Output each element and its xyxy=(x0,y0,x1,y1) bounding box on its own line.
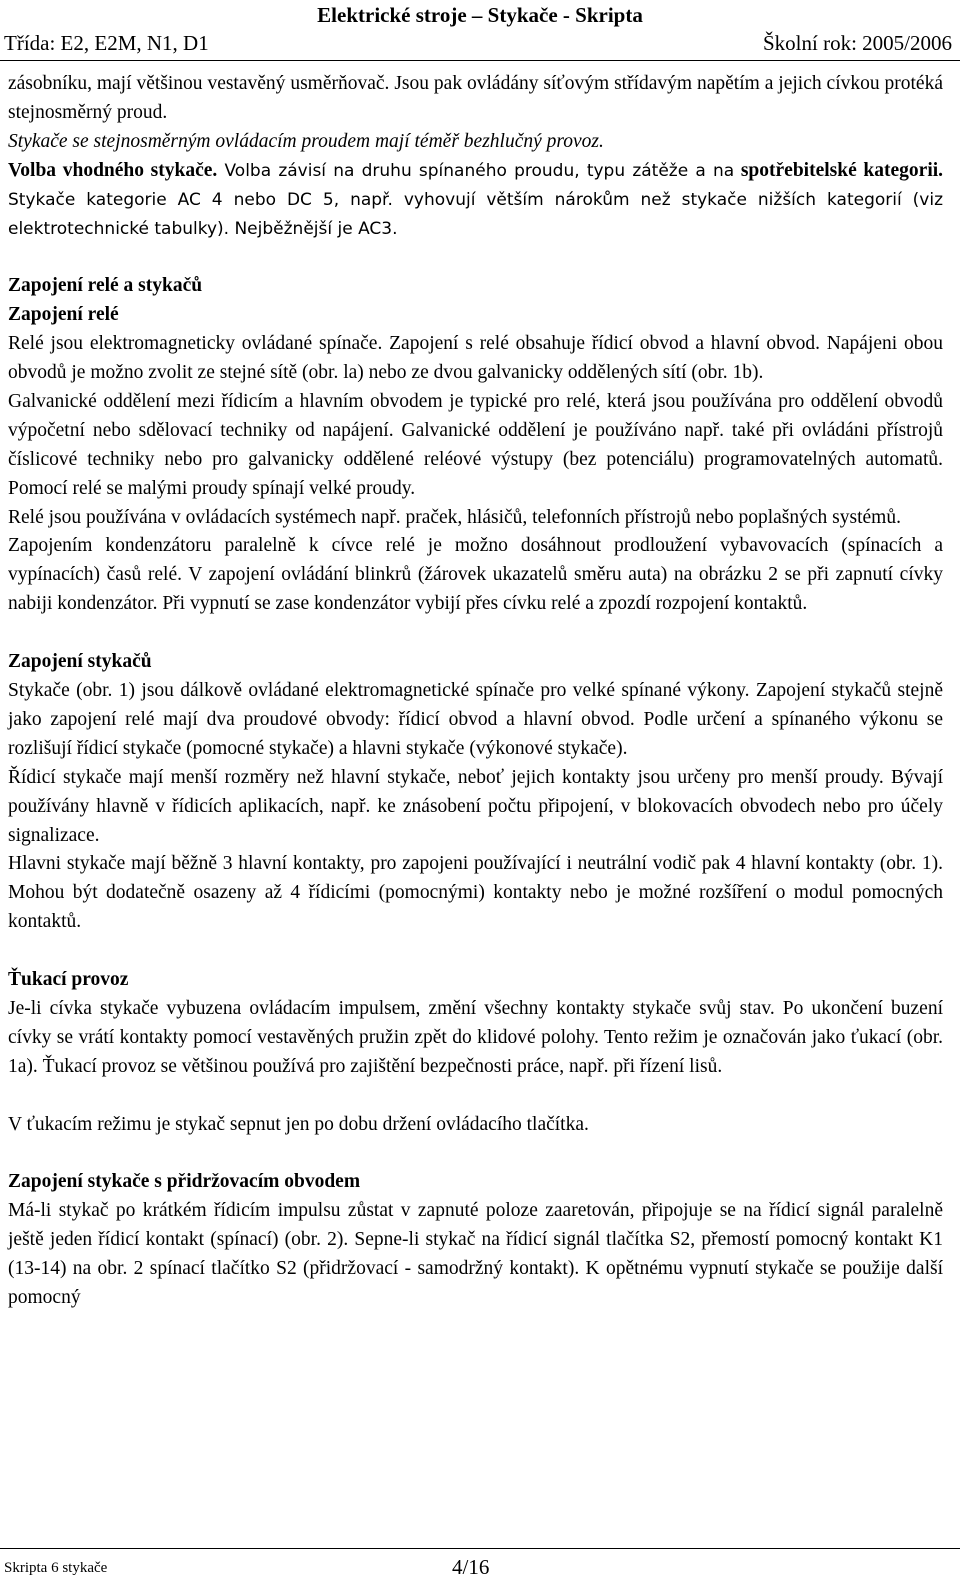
tapping-paragraph-1: Je-li cívka stykače vybuzena ovládacím impulsem, změní všechny kontakty stykače svůj stav. Po ukončení buzení cívky se vrátí kontakty pomocí vestavěných pružin zpět do klidové polohy. Tento režim je označován jako ťukací (obr. 1a). Ťukací provoz se většinou používá pro zajištění bezpečnosti práce, např. při řízení lisů. xyxy=(8,997,943,1077)
relays-paragraph-4: Zapojením kondenzátoru paralelně k cívce relé je možno dosáhnout prodloužení vybavovacích (spínacích a vypínacích) časů relé. V zapojení ovládání blinkrů (žárovek ukazatelů směru auta) na obrázku 2 se při zapnutí cívky nabiji kondenzátor. Při vypnutí se zase kondenzátor vybijí přes cívku relé a zpozdí rozpojení kontaktů. xyxy=(8,535,943,615)
contactors-paragraph-3: Hlavni stykače mají běžně 3 hlavní kontakty, pro zapojeni používající i neutrální vodič pak 4 hlavní kontakty (obr. 1). Mohou být dodatečně osazeny až 4 řídicími (pomocnými) kontakty nebo je možné rozšíření o modul pomocných kontaktů. xyxy=(8,853,943,933)
section-heading-contactors: Zapojení stykačů xyxy=(8,651,152,673)
section-heading-holding-circuit: Zapojení stykače s přidržovacím obvodem xyxy=(8,1171,361,1193)
page-body xyxy=(8,70,943,1313)
tapping-paragraph-2: V ťukacím režimu je stykač sepnut jen po dobu držení ovládacího tlačítka. xyxy=(8,1113,589,1135)
page-footer xyxy=(0,1548,960,1589)
page-header xyxy=(0,0,960,61)
contactor-choice-text-1: Volba závisí na druhu spínaného proudu, typu zátěže a na xyxy=(217,160,735,181)
footer-document-name: Skripta 6 stykače xyxy=(4,1560,108,1576)
page-number: 4/16 xyxy=(452,1555,490,1579)
relays-paragraph-2: Galvanické oddělení mezi řídicím a hlavním obvodem je typické pro relé, která jsou používána pro oddělení obvodů výpočetní nebo sdělovací techniky od napájení. Galvanické oddělení je používáno např. také při ovládáni přístrojů číslicové techniky nebo pro galvanicky oddělené reléové výstupy (bez potenciálu) programovatelných automatů. Pomocí relé se malými proudy spínají velké proudy. xyxy=(8,390,943,499)
relays-paragraph-1: Relé jsou elektromagneticky ovládané spínače. Zapojení s relé obsahuje řídicí obvod a hlavní obvod. Napájeni obou obvodů je možno zvolit ze stejné sítě (obr. la) nebo ze dvou galvanicky oddělených sítí (obr. 1b). xyxy=(8,333,943,384)
relays-paragraph-3: Relé jsou používána v ovládacích systémech např. praček, hlásičů, telefonních přístrojů nebo poplašných systémů. xyxy=(8,506,901,528)
contactor-choice-paragraph xyxy=(8,157,943,244)
intro-italic-note: Stykače se stejnosměrným ovládacím proudem mají téměř bezhlučný provoz. xyxy=(8,130,604,152)
section-heading-tapping: Ťukací provoz xyxy=(8,969,129,991)
consumer-category-term: spotřebitelské kategorii. xyxy=(740,159,944,181)
section-heading-relays-contactors: Zapojení relé a stykačů xyxy=(8,275,203,297)
contactor-choice-title: Volba vhodného stykače. xyxy=(8,159,218,181)
section-heading-relays: Zapojení relé xyxy=(8,304,119,326)
school-year-label: Školní rok: 2005/2006 xyxy=(762,31,952,55)
class-label: Třída: E2, E2M, N1, D1 xyxy=(4,31,209,55)
contactors-paragraph-1: Stykače (obr. 1) jsou dálkově ovládané elektromagnetické spínače pro velké spínané výkony. Zapojení stykačů stejně jako zapojení relé mají dva proudové obvody: řídicí obvod a hlavní obvod. Podle určení a spínaného výkonu se rozlišují řídicí stykače (pomocné stykače) a hlavni stykače (výkonové stykače). xyxy=(8,680,943,759)
contactor-choice-text-2: Stykače kategorie AC 4 nebo DC 5, např. vyhovují větším nárokům než stykače nižších kategorií (viz elektrotechnické tabulky). Nejběžnější je AC3. xyxy=(8,189,943,239)
intro-paragraph: zásobníku, mají většinou vestavěný usměrňovač. Jsou pak ovládány síťovým střídavým napětím a jejich cívkou protéká stejnosměrný proud. xyxy=(8,73,943,123)
document-title: Elektrické stroje – Stykače - Skripta xyxy=(317,3,643,27)
holding-paragraph-1: Má-li stykač po krátkém řídicím impulsu zůstat v zapnuté poloze zaaretován, připojuje se na řídicí signál paralelně ještě jeden řídicí kontakt (spínací) (obr. 2). Sepne-li stykač na řídicí signál tlačítka S2, přemostí pomocný kontakt K1 (13-14) na obr. 2 spínací tlačítko S2 (přidržovací - samodržný kontakt). K opětnému vypnutí stykače se použije další pomocný xyxy=(8,1200,943,1308)
contactors-paragraph-2: Řídicí stykače mají menší rozměry než hlavní stykače, neboť jejich kontakty jsou určeny pro menší proudy. Bývají používány hlavně v řídicích aplikacích, např. ke znásobení počtu připojení, v blokovacích obvodech nebo pro účely signalizace. xyxy=(8,766,943,846)
